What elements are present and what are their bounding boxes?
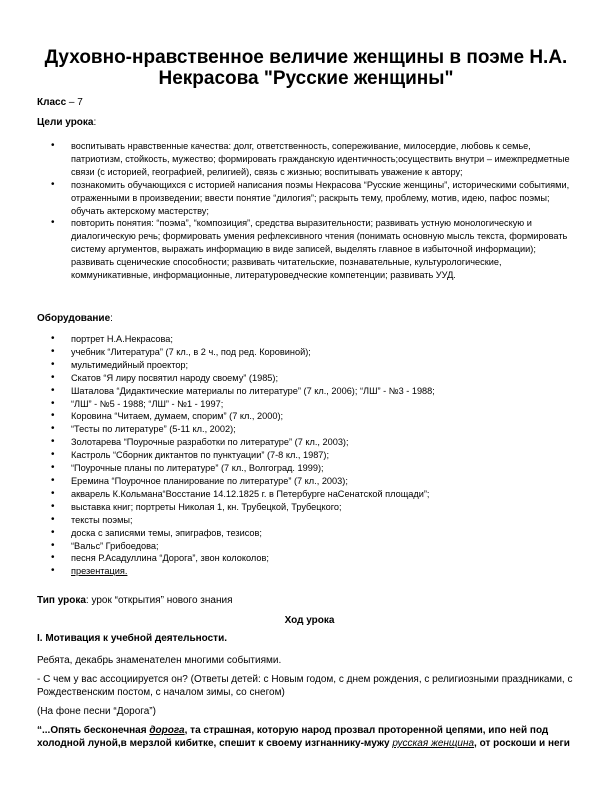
equipment-item: • Еремина “Поурочное планирование по литературе” (7 кл., 2003); xyxy=(37,475,577,488)
section-heading: I. Мотивация к учебной деятельности. xyxy=(37,633,227,644)
equipment-item: • доска с записями темы, эпиграфов, тезисов; xyxy=(37,527,577,540)
equipment-colon: : xyxy=(110,313,113,324)
equipment-item: • акварель К.Кольмана“Восстание 14.12.1825 г. в Петербурге наСенатской площади”; xyxy=(37,488,577,501)
document-title: Духовно-нравственное величие женщины в поэме Н.А. Некрасова "Русские женщины" xyxy=(44,47,568,89)
equipment-item: • “ЛШ” - №5 - 1988; “ЛШ” - №1 - 1997; xyxy=(37,398,577,411)
class-label: Класс xyxy=(37,97,67,108)
paragraph: Ребята, декабрь знаменателен многими событиями. xyxy=(37,655,282,666)
presentation-link[interactable]: презентация. xyxy=(71,566,128,577)
lesson-type-label: Тип урока xyxy=(37,595,86,606)
equipment-item: • “Тесты по литературе” (5-11 кл., 2002); xyxy=(37,423,577,436)
equipment-heading xyxy=(37,312,582,325)
equipment-item: • Золотарева “Поурочные разработки по литературе” (7 кл., 2003); xyxy=(37,436,577,449)
class-value: – 7 xyxy=(66,97,83,108)
lesson-type-value: : урок “открытия” нового знания xyxy=(85,595,233,606)
goal-item: • воспитывать нравственные качества: долг, ответственность, сопереживание, милосердие, любовь к семье, патриотизм, стойкость, мужество; формировать гражданскую идентичность;осуществить внутри – имежпредметные связи (с историей, географией, религией), связь с жизнью; воспитывать уважение к автору; xyxy=(37,140,577,179)
class-line xyxy=(37,96,582,109)
paragraph: (На фоне песни “Дорога”) xyxy=(37,706,156,717)
goals-colon: : xyxy=(93,117,97,128)
equipment-item: • учебник “Литература” (7 кл., в 2 ч., под ред. Коровиной); xyxy=(37,346,577,359)
equipment-item: • тексты поэмы; xyxy=(37,514,577,527)
quote-emphasis: русская женщина xyxy=(392,738,475,749)
goals-label: Цели урока xyxy=(37,117,94,128)
equipment-item: • “Поурочные планы по литературе” (7 кл., Волгоград. 1999); xyxy=(37,462,577,475)
equipment-item: • портрет Н.А.Некрасова; xyxy=(37,333,577,346)
goal-item: • познакомить обучающихся с историей написания поэмы Некрасова “Русские женщины”, историческими событиями, отраженными в произведении; ввести понятие “дилогия”; раскрыть тему, проблему, мотив, идею, пафос поэмы; обучать актерскому мастерству; xyxy=(37,179,577,218)
equipment-item: • выставка книг; портреты Николая 1, кн. Трубецкой, Трубецкого; xyxy=(37,501,577,514)
equipment-list xyxy=(37,333,577,578)
lesson-type-line xyxy=(37,594,582,607)
paragraph: - С чем у вас ассоциируется он? (Ответы детей: с Новым годом, с днем рождения, с религиозными праздниками, с Рождественским постом, с началом зимы, со снегом) xyxy=(37,674,573,698)
goals-list xyxy=(37,140,577,282)
course-heading: Ход урока xyxy=(284,615,335,626)
equipment-item: • мультимедийный проектор; xyxy=(37,359,577,372)
equipment-item-presentation xyxy=(37,565,577,578)
quote-text: , от роскоши и неги xyxy=(474,738,570,749)
equipment-item: • “Вальс” Грибоедова; xyxy=(37,540,577,553)
quote-text: , та страшная, которую народ прозвал проторенной цепями, ипо ней под холодной луной,в мерзлой кибитке, спешит к своему изгнаннику-мужу xyxy=(37,725,549,749)
equipment-label: Оборудование xyxy=(37,313,111,324)
equipment-item: • Скатов “Я лиру посвятил народу своему” (1985); xyxy=(37,372,577,385)
goal-item: • повторить понятия: “поэма”, “композиция”, средства выразительности; развивать устную монологическую и диалогическую речь; формировать умения рефлексивного чтения (понимать основную мысль текста, формировать систему аргументов, выражать информацию в виде записей, выделять главное в избыточной информации); развивать сценические способности; развивать читательские, познавательные, культурологические, коммуникативные, информационные, литературоведческие компетенции; развивать УУД. xyxy=(37,217,577,282)
quote-paragraph xyxy=(37,724,582,750)
equipment-item: • Кастроль “Сборник диктантов по пунктуации” (7-8 кл., 1987); xyxy=(37,449,577,462)
goals-heading xyxy=(37,116,582,129)
equipment-item: • Шаталова “Дидактические материалы по литературе” (7 кл., 2006); “ЛШ” - №3 - 1988; xyxy=(37,385,577,398)
equipment-item: • песня Р.Асадуллина “Дорога”, звон колоколов; xyxy=(37,552,577,565)
quote-text: “...Опять бесконечная xyxy=(37,725,150,736)
equipment-item: • Коровина “Читаем, думаем, спорим” (7 кл., 2000); xyxy=(37,410,577,423)
quote-emphasis: дорога xyxy=(149,725,185,736)
